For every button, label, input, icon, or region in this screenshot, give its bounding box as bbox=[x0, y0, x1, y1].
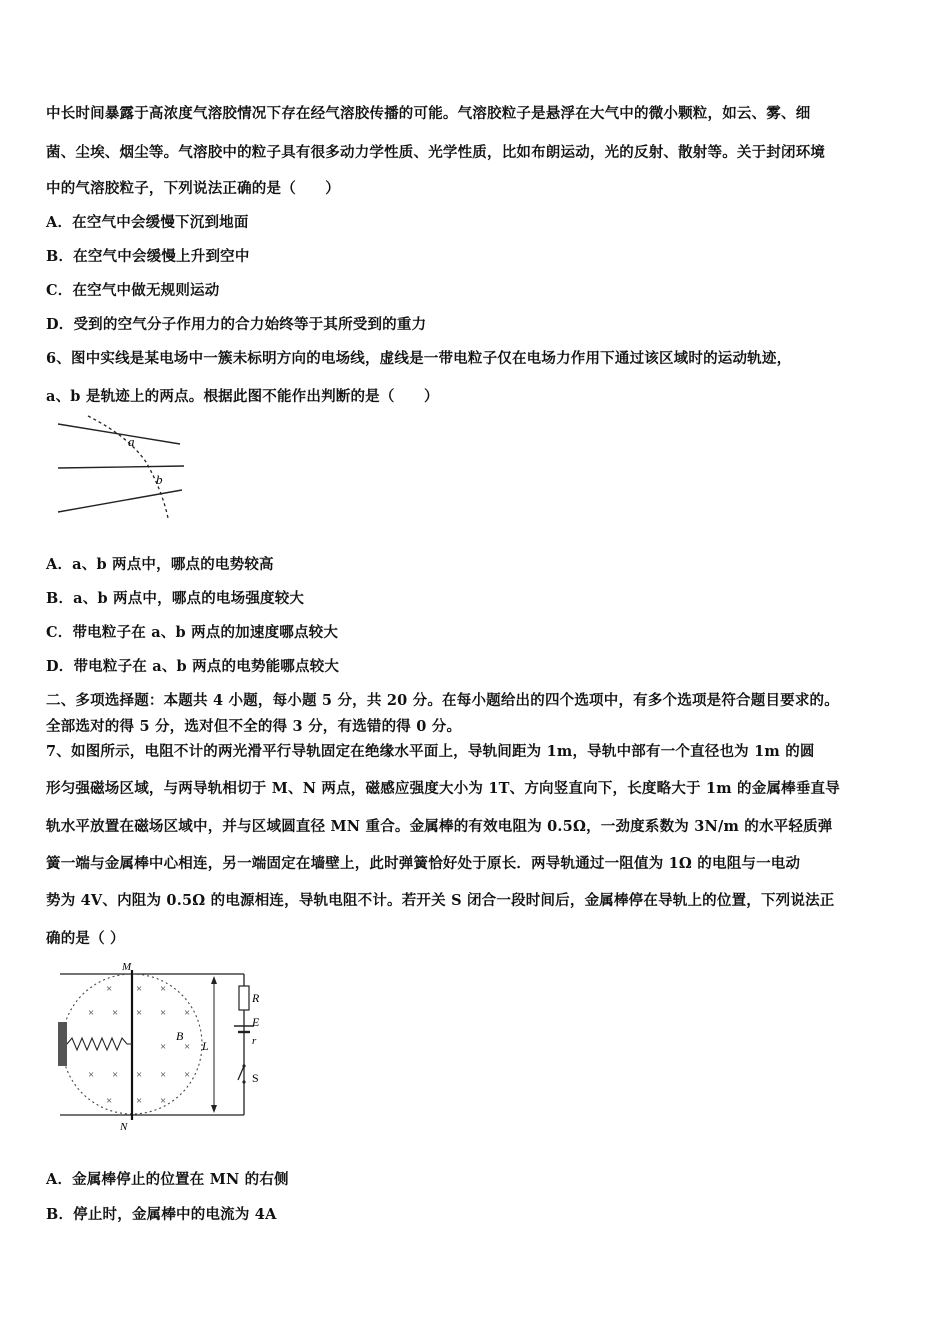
field-line-1 bbox=[58, 424, 180, 444]
cross-13: × bbox=[136, 1069, 143, 1081]
point-a-label: a bbox=[128, 434, 135, 449]
cross-14: × bbox=[160, 1069, 167, 1081]
q7-option-a: A．金属棒停止的位置在 MN 的右侧 bbox=[46, 1171, 289, 1188]
cross-7: × bbox=[160, 1007, 167, 1019]
label-n: N bbox=[120, 1121, 128, 1133]
cross-10: × bbox=[184, 1041, 191, 1053]
field-line-3 bbox=[58, 490, 182, 512]
section2-header-line-2: 全部选对的得 5 分，选对但不全的得 3 分，有选错的得 0 分。 bbox=[46, 718, 462, 735]
cross-1: × bbox=[106, 983, 113, 995]
q6-stem-line-2: a、b 是轨迹上的两点。根据此图不能作出判断的是（ ） bbox=[46, 388, 439, 405]
q7-stem-line-6: 确的是（ ） bbox=[46, 930, 125, 947]
cross-15: × bbox=[184, 1069, 191, 1081]
label-r: R bbox=[252, 991, 260, 1005]
cross-12: × bbox=[112, 1069, 119, 1081]
magnetic-field-circuit-figure bbox=[52, 958, 272, 1133]
q6-option-a: A．a、b 两点中，哪点的电势较高 bbox=[46, 556, 274, 573]
q7-option-b: B．停止时，金属棒中的电流为 4A bbox=[46, 1206, 277, 1223]
q6-stem-line-1: 6、图中实线是某电场中一簇未标明方向的电场线，虚线是一带电粒子仅在电场力作用下通过该区域时的运动轨迹， bbox=[46, 350, 792, 367]
field-line-2 bbox=[58, 466, 184, 468]
label-m: M bbox=[122, 961, 132, 973]
resistor-r bbox=[239, 986, 249, 1010]
q7-stem-line-4: 簧一端与金属棒中心相连，另一端固定在墙壁上，此时弹簧恰好处于原长．两导轨通过一阻值为 1Ω 的电阻与一电动 bbox=[46, 855, 801, 872]
cross-8: × bbox=[184, 1007, 191, 1019]
q6-option-d: D．带电粒子在 a、b 两点的电势能哪点较大 bbox=[46, 658, 340, 675]
label-internal-r: r bbox=[252, 1035, 257, 1047]
q5-option-b: B．在空气中会缓慢上升到空中 bbox=[46, 248, 250, 265]
cross-5: × bbox=[112, 1007, 119, 1019]
wall-block bbox=[58, 1022, 67, 1066]
spring bbox=[67, 1038, 132, 1050]
q5-stem-line-2: 菌、尘埃、烟尘等。气溶胶中的粒子具有很多动力学性质、光学性质，比如布朗运动，光的反射、散射等。关于封闭环境 bbox=[46, 144, 826, 161]
q5-option-d: D．受到的空气分子作用力的合力始终等于其所受到的重力 bbox=[46, 316, 427, 333]
cross-6: × bbox=[136, 1007, 143, 1019]
label-e: E bbox=[252, 1015, 260, 1029]
q6-option-c: C．带电粒子在 a、b 两点的加速度哪点较大 bbox=[46, 624, 339, 641]
q5-option-c: C．在空气中做无规则运动 bbox=[46, 282, 220, 299]
q6-option-b: B．a、b 两点中，哪点的电场强度较大 bbox=[46, 590, 305, 607]
cross-2: × bbox=[136, 983, 143, 995]
cross-17: × bbox=[136, 1095, 143, 1107]
field-crosses bbox=[88, 983, 190, 1107]
cross-3: × bbox=[160, 983, 167, 995]
q7-stem-line-1: 7、如图所示，电阻不计的两光滑平行导轨固定在绝缘水平面上，导轨间距为 1m，导轨中部有一个直径也为 1m 的圆 bbox=[46, 743, 815, 760]
switch-s bbox=[238, 1066, 244, 1080]
electric-field-figure bbox=[50, 412, 190, 522]
cross-9: × bbox=[160, 1041, 167, 1053]
label-s: S bbox=[252, 1071, 259, 1085]
q7-stem-line-3: 轨水平放置在磁场区域中，并与区域圆直径 MN 重合。金属棒的有效电阻为 0.5Ω，一劲度系数为 3N/m 的水平轻质弹 bbox=[46, 818, 833, 835]
cross-18: × bbox=[160, 1095, 167, 1107]
point-b-label: b bbox=[156, 472, 163, 487]
q5-option-a: A．在空气中会缓慢下沉到地面 bbox=[46, 214, 249, 231]
cross-4: × bbox=[88, 1007, 95, 1019]
q7-stem-line-2: 形匀强磁场区域，与两导轨相切于 M、N 两点，磁感应强度大小为 1T、方向竖直向下，长度略大于 1m 的金属棒垂直导 bbox=[46, 780, 840, 797]
q5-stem-line-3: 中的气溶胶粒子，下列说法正确的是（ ） bbox=[46, 180, 340, 197]
label-l: L bbox=[202, 1039, 209, 1053]
section2-header-line-1: 二、多项选择题：本题共 4 小题，每小题 5 分，共 20 分。在每小题给出的四个选项中，有多个选项是符合题目要求的。 bbox=[46, 692, 839, 709]
cross-11: × bbox=[88, 1069, 95, 1081]
label-b: B bbox=[176, 1029, 184, 1043]
q5-stem-line-1: 中长时间暴露于高浓度气溶胶情况下存在经气溶胶传播的可能。气溶胶粒子是悬浮在大气中的微小颗粒，如云、雾、细 bbox=[46, 105, 811, 122]
q7-stem-line-5: 势为 4V、内阻为 0.5Ω 的电源相连，导轨电阻不计。若开关 S 闭合一段时间后，金属棒停在导轨上的位置，下列说法正 bbox=[46, 892, 835, 909]
cross-16: × bbox=[106, 1095, 113, 1107]
